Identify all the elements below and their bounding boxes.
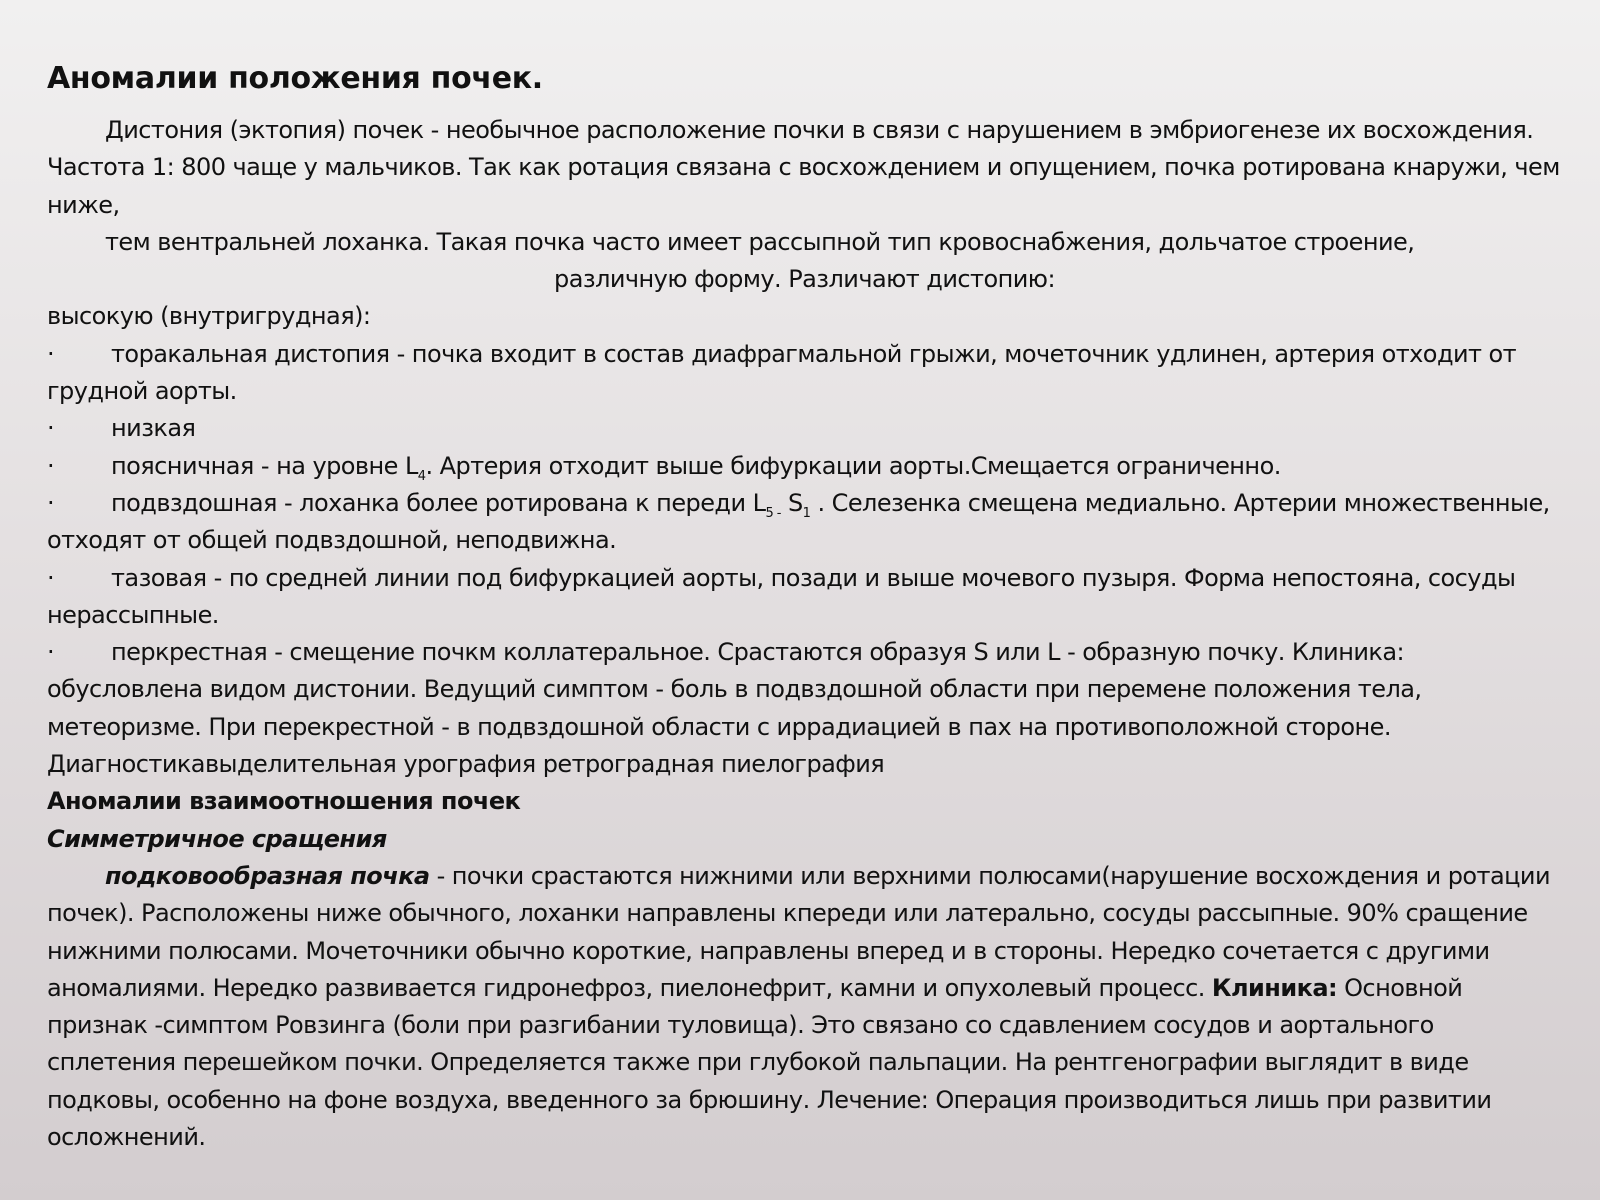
list-item-text: . Селезенка смещена медиально. Артерии множественные, отходят от общей подвздошной, неподвижна. <box>47 488 1550 555</box>
horseshoe-term: подковообразная почка <box>105 861 430 890</box>
bullet-icon: · <box>47 488 55 517</box>
list-item-low <box>47 410 1562 447</box>
intro-paragraph: Дистония (эктопия) почек - необычное расположение почки в связи с нарушением в эмбриогенезе их восхождения. Частота 1: 800 чаще у мальчиков. Так как ротация связана с восхождением и опущением, почка ротирована кнаружи, чем ниже, <box>47 116 1560 219</box>
bullet-icon: · <box>47 414 55 443</box>
list-item-text: подвздошная - лоханка более ротирована к переди L <box>111 488 766 517</box>
list-item-text: низкая <box>111 414 196 443</box>
subscript: 4 <box>417 468 426 484</box>
bullet-icon: · <box>47 563 55 592</box>
list-item-thoracic <box>47 336 1562 411</box>
list-item-text: торакальная дистопия - почка входит в состав диафрагмальной грыжи, мочеточник удлинен, артерия отходит от грудной аорты. <box>47 339 1517 406</box>
list-item-text: тазовая - по средней линии под бифуркацией аорты, позади и выше мочевого пузыря. Форма непостояна, сосуды нерассыпные. <box>47 563 1516 629</box>
list-item-crossed <box>47 634 1562 746</box>
clinic-text: Основной признак -симптом Ровзинга (боли при разгибании туловища). Это связано со сдавлением сосудов и аортального сплетения перешейком почки. Определяется также при глубокой пальпации. На рентгенографии выглядит в виде подковы, особенно на фоне воздуха, введенного за брюшину. Лечение: Операция производиться лишь при развитии осложнений. <box>47 973 1492 1152</box>
list-item-iliac <box>47 485 1562 560</box>
list-item-lumbar <box>47 448 1562 485</box>
horseshoe-paragraph <box>47 858 1562 1156</box>
subsection-heading: Симметричное сращения <box>47 824 387 853</box>
section-heading: Аномалии взаимоотношения почек <box>47 787 521 816</box>
list-item-text: . Артерия отходит выше бифуркации аорты.Смещается ограниченно. <box>425 451 1281 480</box>
intro-centered-line: различную форму. Различают дистопию: <box>554 265 1055 294</box>
bullet-icon: · <box>47 451 55 480</box>
list-item-text: поясничная - на уровне L <box>111 451 418 480</box>
subscript: 5 - <box>765 505 781 521</box>
bullet-icon: · <box>47 339 55 368</box>
list-item-text: S <box>780 488 803 517</box>
slide-title: Аномалии положения почек. <box>47 61 543 96</box>
diagnostics-line: Диагностикавыделительная урография ретроградная пиелография <box>47 750 885 779</box>
subscript: 1 <box>802 505 811 521</box>
high-dystopia-label: высокую (внутригрудная): <box>47 302 371 331</box>
bullet-icon: · <box>47 638 55 667</box>
horseshoe-text: - почки срастаются нижними или верхними полюсами(нарушение восхождения и ротации почек). Расположены ниже обычного, лоханки направлены кпереди или латерально, сосуды рассыпные. 90% сращение нижними полюсами. Мочеточники обычно короткие, направлены вперед и в стороны. Нередко сочетается с другими аномалиями. Нередко развивается гидронефроз, пиелонефрит, камни и опухолевый процесс. <box>47 861 1551 1002</box>
clinic-label: Клиника: <box>1211 973 1338 1002</box>
list-item-text: перкрестная - смещение почкм коллатеральное. Срастаются образуя S или L - образную почку. Клиника: обусловлена видом дистонии. Ведущий симптом - боль в подвздошной области при перемене положения тела, метеоризме. При перекрестной - в подвздошной области с иррадиацией в пах на противоположной стороне. <box>47 638 1422 741</box>
slide-content <box>47 60 1562 1156</box>
intro-continuation: тем вентральней лоханка. Такая почка часто имеет рассыпной тип кровоснабжения, дольчатое строение, <box>105 227 1415 256</box>
list-item-pelvic <box>47 560 1562 635</box>
